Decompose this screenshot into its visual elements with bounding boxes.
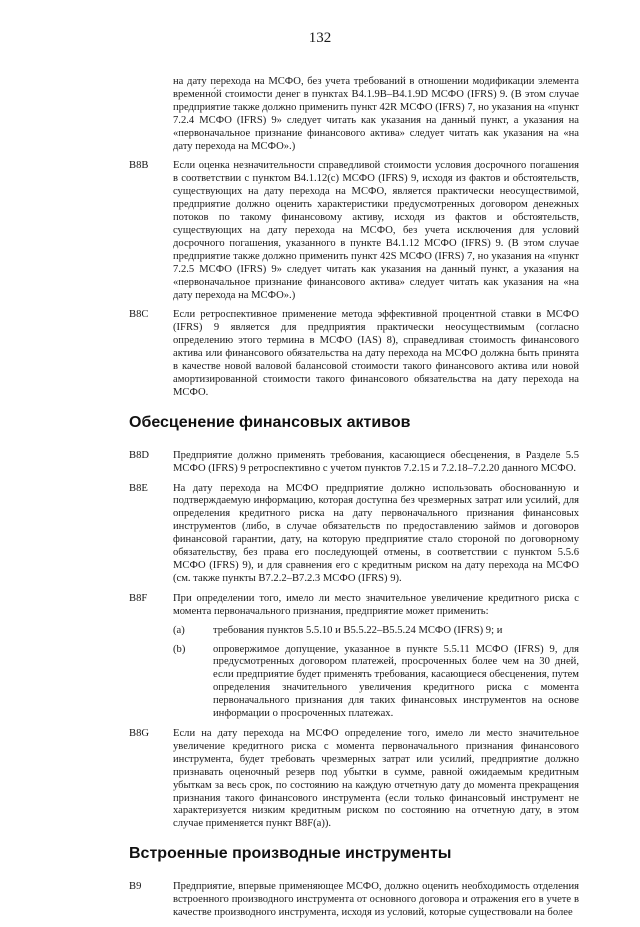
paragraph-text: На дату перехода на МСФО предприятие должно использовать обоснованную и подтверждаемую информацию, которая доступна без чрезмерных затрат или усилий, для определения кредитного риска на дату первоначального признания финансовых инструментов (либо, в случае обязательств по предоставлению займов и договоров финансовой гарантии, дату, на которую предприятие стало стороной по договорному обязательству, без права его последующей отмены, в соответствии с пунктом 5.5.6 МСФО (IFRS) 9), и для сравнения его с кредитным риском на дату перехода на МСФО (см. также пункты B7.2.2–B7.2.3 МСФО (IFRS) 9). xyxy=(173,482,579,584)
paragraph-b9 xyxy=(129,881,579,920)
list-item-label: (b) xyxy=(173,643,186,655)
paragraph-b8c xyxy=(129,309,579,399)
section-heading-embedded-derivatives: Встроенные производные инструменты xyxy=(129,845,452,863)
paragraph-number: B9 xyxy=(129,881,142,893)
paragraph-text: Если ретроспективное применение метода эффективной процентной ставки в МСФО (IFRS) 9 является для предприятия практически неосуществимым (согласно определению этого термина в МСФО (IAS) 8), справедливая стоимость финансового актива или финансового обязательства на дату перехода на МСФО должна быть принята в качестве новой валовой балансовой стоимости такого финансового актива или новой амортизированной стоимости такого финансового обязательства на дату перехода на МСФО. xyxy=(173,309,579,398)
list-item-a xyxy=(173,625,579,638)
paragraph-text: Предприятие, впервые применяющее МСФО, должно оценить необходимость отделения встроенного производного инструмента от основного договора и отражения его в учете в качестве производного инструмента, исходя из условий, которые существовали на более xyxy=(173,881,579,919)
list-item-label: (a) xyxy=(173,624,185,636)
paragraph-b8d xyxy=(129,450,579,476)
paragraph-body xyxy=(173,593,579,721)
paragraph-number: B8F xyxy=(129,592,148,604)
paragraph-text: При определении того, имело ли место значительное увеличение кредитного риска с момента первоначального признания, предприятие может применить: xyxy=(173,592,579,617)
section-heading-impairment: Обесценение финансовых активов xyxy=(129,413,411,431)
paragraph-text: Если на дату перехода на МСФО определение того, имело ли место значительное увеличение кредитного риска с момента первоначального признания финансового инструмента, будет требовать чрезмерных затрат или усилий, предприятие должно признавать оценочный резерв под убытки в сумме, равной ожидаемым кредитным убыткам за весь срок, по состоянию на каждую отчетную дату до момента прекращения признания такого финансового инструмента (если только финансовый инструмент не характеризуется низким кредитным риском по состоянию на отчетную дату, в этом случае применяется пункт B8F(a)). xyxy=(173,727,579,830)
paragraph-b8g xyxy=(129,728,579,831)
list-item-text: требования пунктов 5.5.10 и B5.5.22–B5.5.24 МСФО (IFRS) 9; и xyxy=(213,624,503,636)
paragraph-text: Если оценка незначительности справедливой стоимости условия досрочного погашения в соответствии с пунктом B4.1.12(c) МСФО (IFRS) 9, исходя из фактов и обстоятельств, существующих на дату перехода на МСФО, является практически неосуществимой, предприятие должно оценить характеристики предусмотренных договором денежных потоков по такому финансовому активу, исходя из фактов и обстоятельств, существующих на дату перехода на МСФО, без учета исключения для условий досрочного погашения, указанного в пункте B4.1.12 МСФО (IFRS) 9. (В этом случае предприятие также должно применить пункт 42S МСФО (IFRS) 7, но указания на «пункт 7.2.5 МСФО (IFRS) 9» следует читать как указания на данный пункт, а указания на «первоначальное признание финансового актива» следует читать как указания на «на дату перехода на МСФО».) xyxy=(173,160,579,301)
paragraph-number: B8G xyxy=(129,727,150,739)
paragraph-number: B8E xyxy=(129,482,148,494)
document-content xyxy=(129,76,579,927)
paragraph-b8b xyxy=(129,160,579,302)
paragraph-text: Предприятие должно применять требования, касающиеся обесценения, в Разделе 5.5 МСФО (IFRS) 9 ретроспективно с учетом пунктов 7.2.15 и 7.2.18–7.2.20 данного МСФО. xyxy=(173,449,579,474)
paragraph-number: B8B xyxy=(129,160,149,172)
list-item-b xyxy=(173,644,579,721)
paragraph-b8e xyxy=(129,483,579,586)
paragraph-number: B8C xyxy=(129,309,149,321)
paragraph-b8f xyxy=(129,593,579,721)
paragraph-number: B8D xyxy=(129,449,150,461)
continuation-paragraph: на дату перехода на МСФО, без учета требований в отношении модификации элемента временно́й стоимости денег в пунктах B4.1.9B–B4.1.9D МСФО (IFRS) 9. (В этом случае предприятие также должно применить пункт 42R МСФО (IFRS) 7, но указания на «пункт 7.2.4 МСФО (IFRS) 9» следует читать как указания на данный пункт, а указания на «первоначальное признание финансового актива» следует читать как указания на «на дату перехода на МСФО».) xyxy=(173,76,579,152)
page-number: 132 xyxy=(308,30,332,46)
list-item-text: опровержимое допущение, указанное в пункте 5.5.11 МСФО (IFRS) 9, для предусмотренных договором платежей, просроченных более чем на 30 дней, если предприятие будет применять требования, касающиеся обесценения, путем определения значительного увеличения кредитного риска с момента первоначального признания для таких финансовых инструментов на основе информации о просроченных платежах. xyxy=(213,643,579,720)
